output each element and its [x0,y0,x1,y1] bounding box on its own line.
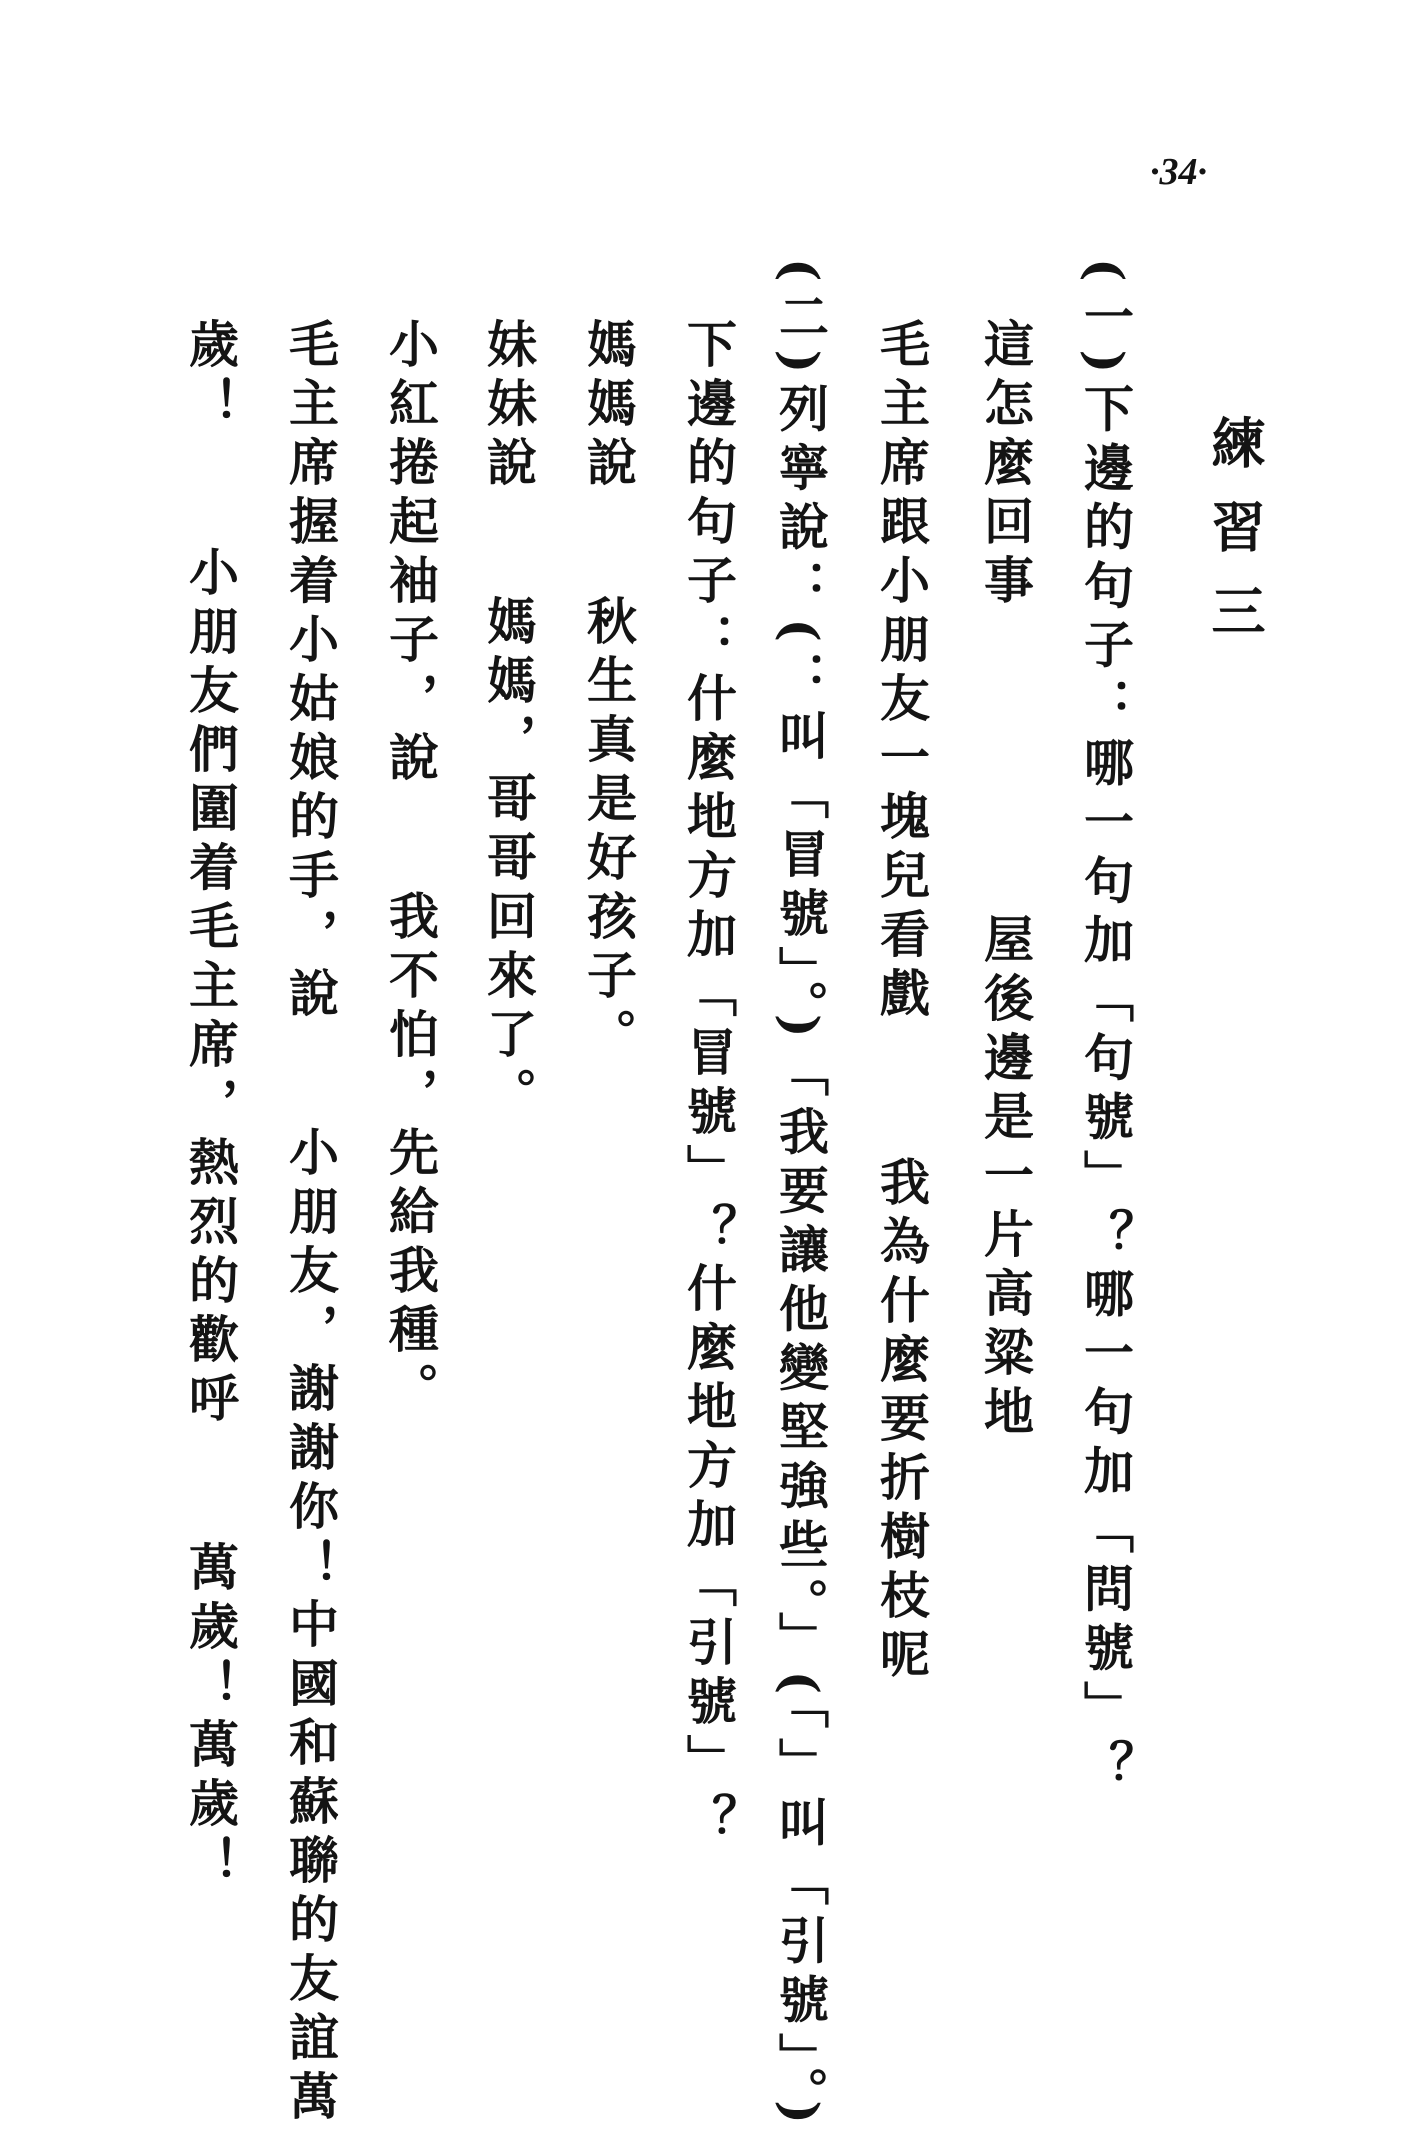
column-text: 毛主席握着小姑娘的手，說 [281,318,340,1026]
column-text: 小紅捲起袖子，說 [381,318,440,790]
column-text: (二)列寧說：(：叫「冒號」。)「我要讓他變堅強些。」(「」叫「引號」。) [771,258,830,2133]
column-text: 這怎麼回事 [976,318,1035,613]
column-text: 屋後邊是一片高粱地 [976,913,1035,1444]
column-text: 毛主席跟小朋友一塊兒看戲 [872,318,931,1026]
column-text: 我不怕，先給我種。 [381,890,440,1421]
column-text: 下邊的句子：什麼地方加「冒號」？什麼地方加「引號」？ [679,318,738,1852]
text-column-6 [579,318,638,1067]
text-column-7 [479,318,538,1126]
text-column-2 [976,318,1035,1444]
column-text: 我為什麼要折樹枝呢 [872,1156,931,1687]
column-text: 小朋友們圍着毛主席，熱烈的歡呼 [181,546,240,1431]
column-text: 歲！ [181,318,240,436]
text-column-9 [281,318,340,2129]
column-text: (一)下邊的句子：哪一句加「句號」？哪一句加「問號」？ [1076,258,1135,1799]
text-column-4 [771,258,830,2133]
text-column-3 [872,318,931,1687]
column-text: 秋生真是好孩子。 [579,595,638,1067]
text-column-10 [181,318,240,1895]
text-column-8 [381,318,440,1421]
column-text: 媽媽說 [579,318,638,495]
text-column-1 [1076,258,1135,1799]
exercise-title: 練習三 [1203,415,1267,667]
column-text: 妹妹說 [479,318,538,495]
page-number: ·34· [1150,151,1207,193]
text-column-5 [679,318,738,1852]
column-text: 小朋友，謝謝你！中國和蘇聯的友誼萬 [281,1126,340,2129]
column-text: 媽媽，哥哥回來了。 [479,595,538,1126]
column-text: 萬歲！萬歲！ [181,1541,240,1895]
